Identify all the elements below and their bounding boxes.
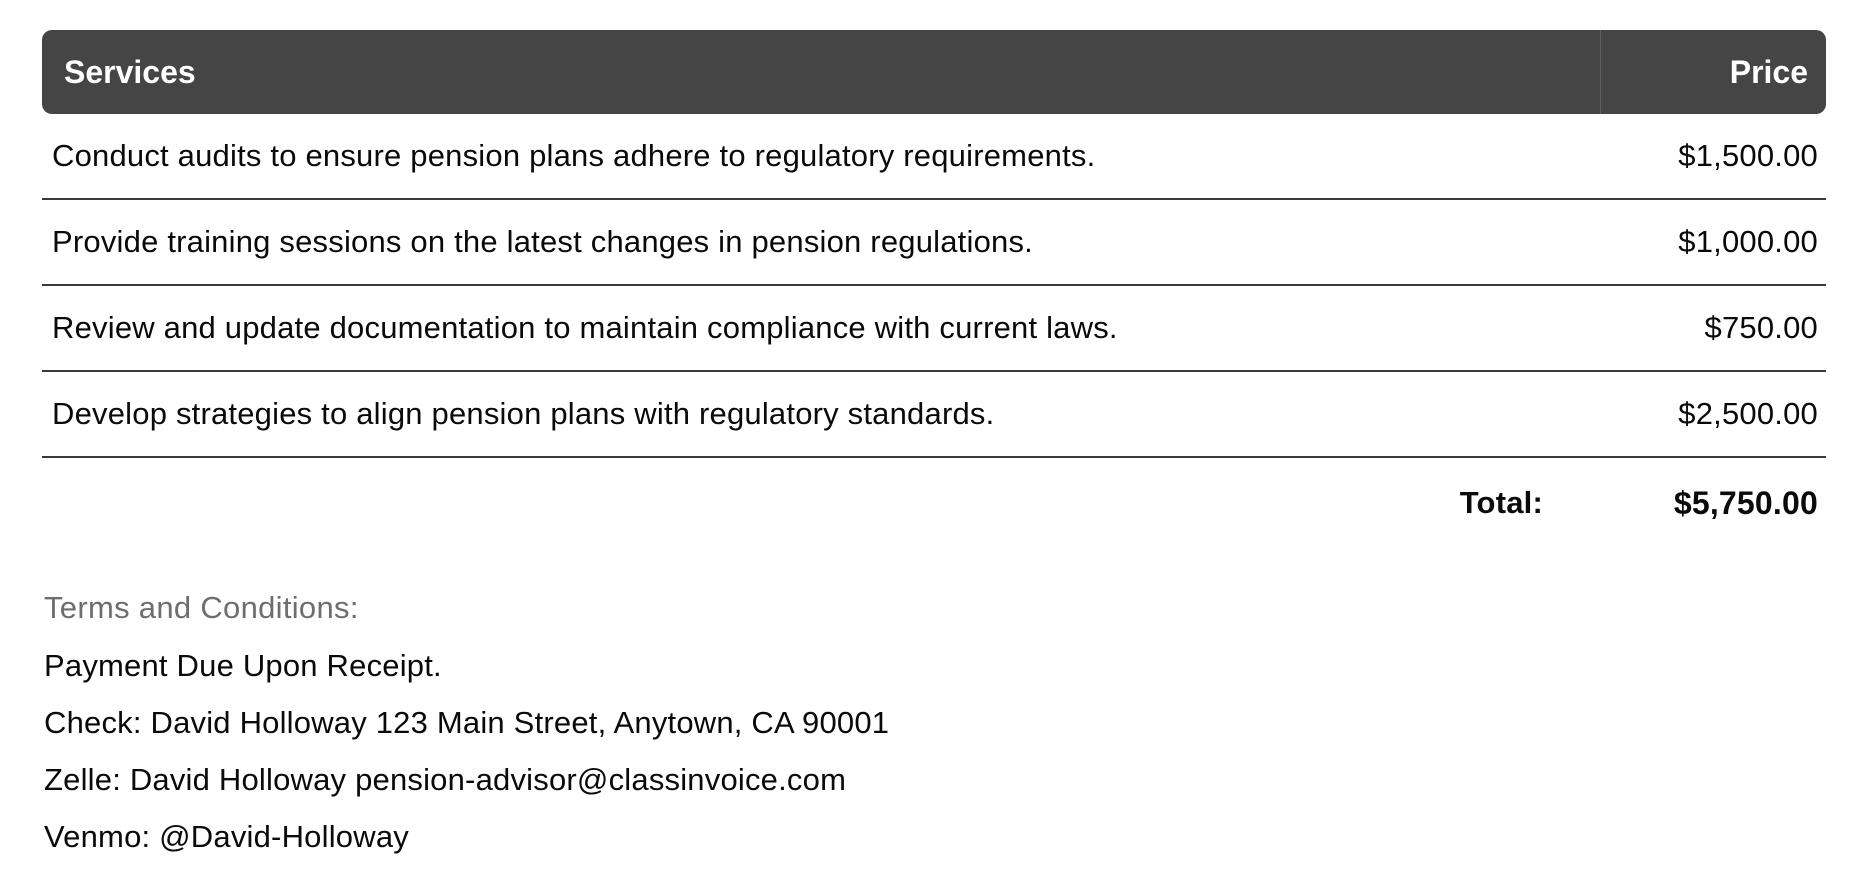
table-row xyxy=(42,114,1826,200)
terms-line-zelle: Zelle: David Holloway pension-advisor@classinvoice.com xyxy=(44,762,847,797)
total-label: Total: xyxy=(1459,485,1543,520)
terms-heading: Terms and Conditions: xyxy=(44,590,359,625)
total-row xyxy=(42,458,1826,548)
price-cell: $1,500.00 xyxy=(1600,114,1826,200)
table-row xyxy=(42,372,1826,458)
service-cell: Provide training sessions on the latest changes in pension regulations. xyxy=(42,200,1600,286)
price-cell: $750.00 xyxy=(1600,286,1826,372)
total-value: $5,750.00 xyxy=(1673,484,1818,521)
price-cell: $1,000.00 xyxy=(1600,200,1826,286)
service-cell: Review and update documentation to maintain compliance with current laws. xyxy=(42,286,1600,372)
service-cell: Conduct audits to ensure pension plans adhere to regulatory requirements. xyxy=(42,114,1600,200)
terms-line-check: Check: David Holloway 123 Main Street, Anytown, CA 90001 xyxy=(44,705,890,740)
services-table xyxy=(42,30,1826,548)
price-column-header: Price xyxy=(1600,30,1826,114)
terms-line-payment: Payment Due Upon Receipt. xyxy=(44,648,442,683)
services-column-header: Services xyxy=(42,30,1600,114)
table-row xyxy=(42,286,1826,372)
table-header-row xyxy=(42,30,1826,114)
price-cell: $2,500.00 xyxy=(1600,372,1826,458)
table-row xyxy=(42,200,1826,286)
terms-line-venmo: Venmo: @David-Holloway xyxy=(44,819,409,854)
service-cell: Develop strategies to align pension plans with regulatory standards. xyxy=(42,372,1600,458)
terms-section xyxy=(42,590,1826,855)
